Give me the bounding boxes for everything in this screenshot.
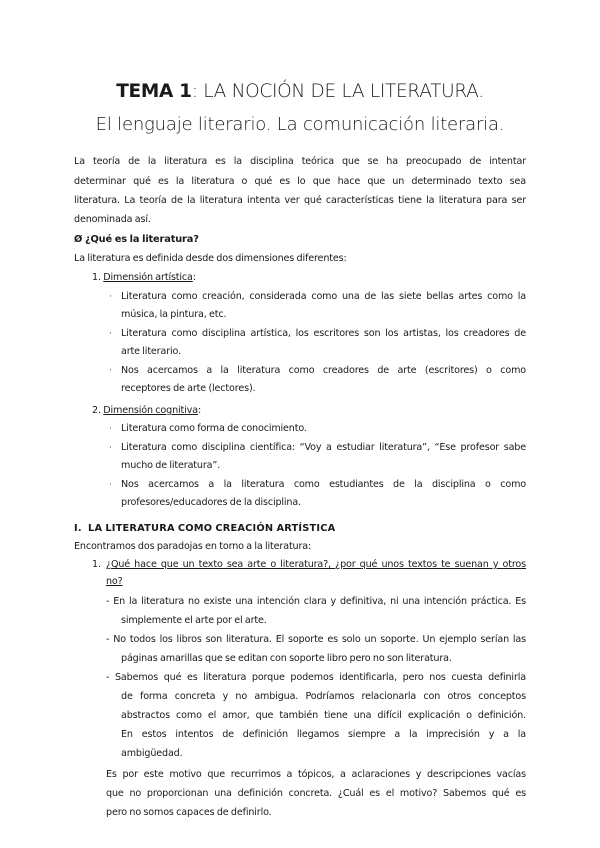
dim2-bullet-2-line-1: Literatura como disciplina científica: “Voy a estudiar literatura”, “Ese profesor sabe: [121, 442, 526, 453]
dim1-bullet-3-line-2: receptores de arte (lectores).: [121, 383, 256, 394]
dash-3-line-1: - Sabemos qué es literatura porque podemos identificarla, pero nos cuesta definirla: [106, 672, 526, 683]
section-heading-i: [74, 519, 335, 539]
bullet-mark: ·: [109, 329, 112, 339]
bullet-mark: ·: [109, 292, 112, 302]
title-bold: TEMA 1: [116, 81, 192, 102]
question-line-2: no?: [106, 576, 123, 587]
title-rest: : LA NOCIÓN DE LA LITERATURA.: [191, 81, 484, 102]
closing-line-1: Es por este motivo que recurrimos a tópicos, a aclaraciones y descripciones vacías: [106, 769, 526, 780]
heading-text: ¿Qué es la literatura?: [84, 234, 199, 245]
dim2-num: 2.: [92, 405, 101, 416]
bullet-mark: ·: [109, 443, 112, 453]
closing-line-2: que no proporcionan una definición concreta. ¿Cuál es el motivo? Sabemos qué es: [106, 788, 526, 799]
intro-line-1: La teoría de la literatura es la disciplina teórica que se ha preocupado de intentar: [74, 156, 526, 167]
dimension-2-label: [92, 401, 201, 421]
intro-line-3: literatura. La teoría de la literatura intenta ver qué características tiene la literatura para ser: [74, 195, 526, 206]
question-line-1: ¿Qué hace que un texto sea arte o literatura?, ¿por qué unos textos te suenan y otros: [106, 559, 526, 570]
section-i-item-num: 1.: [92, 559, 101, 570]
page-subtitle: El lenguaje literario. La comunicación literaria.: [95, 114, 505, 135]
closing-line-3: pero no somos capaces de definirlo.: [106, 807, 272, 818]
section-lead: La literatura es definida desde dos dimensiones diferentes:: [74, 253, 347, 264]
section-i-num: I.: [74, 523, 82, 534]
dash-2-line-2: páginas amarillas que se editan con soporte libro pero no son literatura.: [121, 653, 452, 664]
dim2-label: Dimensión cognitiva: [103, 405, 198, 416]
dim1-bullet-3-line-1: Nos acercamos a la literatura como creadores de arte (escritores) o como: [121, 365, 526, 376]
dimension-1-label: [92, 268, 196, 288]
intro-line-4: denominada así.: [74, 214, 151, 225]
bullet-mark: ·: [109, 366, 112, 376]
dash-3-line-3: abstractos como el amor, que también tiene una difícil explicación o definición.: [121, 710, 526, 721]
dim2-colon: :: [197, 405, 202, 416]
dim2-bullet-1: Literatura como forma de conocimiento.: [121, 423, 307, 434]
dim2-bullet-3-line-1: Nos acercamos a la literatura como estudiantes de la disciplina o como: [121, 479, 526, 490]
dim1-bullet-1-line-2: música, la pintura, etc.: [121, 309, 227, 320]
dash-3-line-2: de forma concreta y no ambigua. Podríamos relacionarla con otros conceptos: [121, 691, 526, 702]
dim2-bullet-3-line-2: profesores/educadores de la disciplina.: [121, 497, 301, 508]
intro-line-2: determinar qué es la literatura o qué es lo que hace que un determinado texto sea: [74, 176, 526, 187]
dim1-label: Dimensión artística: [103, 272, 193, 283]
section-i-lead: Encontramos dos paradojas en torno a la literatura:: [74, 541, 312, 552]
bullet-mark: ·: [109, 480, 112, 490]
dim1-colon: :: [192, 272, 196, 283]
heading-marker: Ø: [74, 234, 83, 245]
dim1-num: 1.: [92, 272, 101, 283]
dash-3-line-4: En estos intentos de definición llegamos siempre a la imprecisión y a la: [121, 729, 526, 740]
dim2-bullet-2-line-2: mucho de literatura”.: [121, 460, 221, 471]
dim1-bullet-2-line-1: Literatura como disciplina artística, los escritores son los artistas, los creadores de: [121, 328, 526, 339]
bullet-mark: ·: [109, 424, 112, 434]
dash-2-line-1: - No todos los libros son literatura. El soporte es solo un soporte. Un ejemplo serían las: [106, 634, 526, 645]
dim1-bullet-2-line-2: arte literario.: [121, 346, 181, 357]
dash-3-line-5: ambigüedad.: [121, 748, 183, 759]
section-heading-que-es: [74, 230, 199, 250]
section-i-heading: LA LITERATURA COMO CREACIÓN ARTÍSTICA: [88, 523, 336, 534]
dash-1-line-1: - En la literatura no existe una intención clara y definitiva, ni una intención práctica. Es: [106, 596, 526, 607]
dim1-bullet-1-line-1: Literatura como creación, considerada como una de las siete bellas artes como la: [121, 291, 526, 302]
page-title: [0, 80, 600, 104]
dash-1-line-2: simplemente el arte por el arte.: [121, 615, 267, 626]
